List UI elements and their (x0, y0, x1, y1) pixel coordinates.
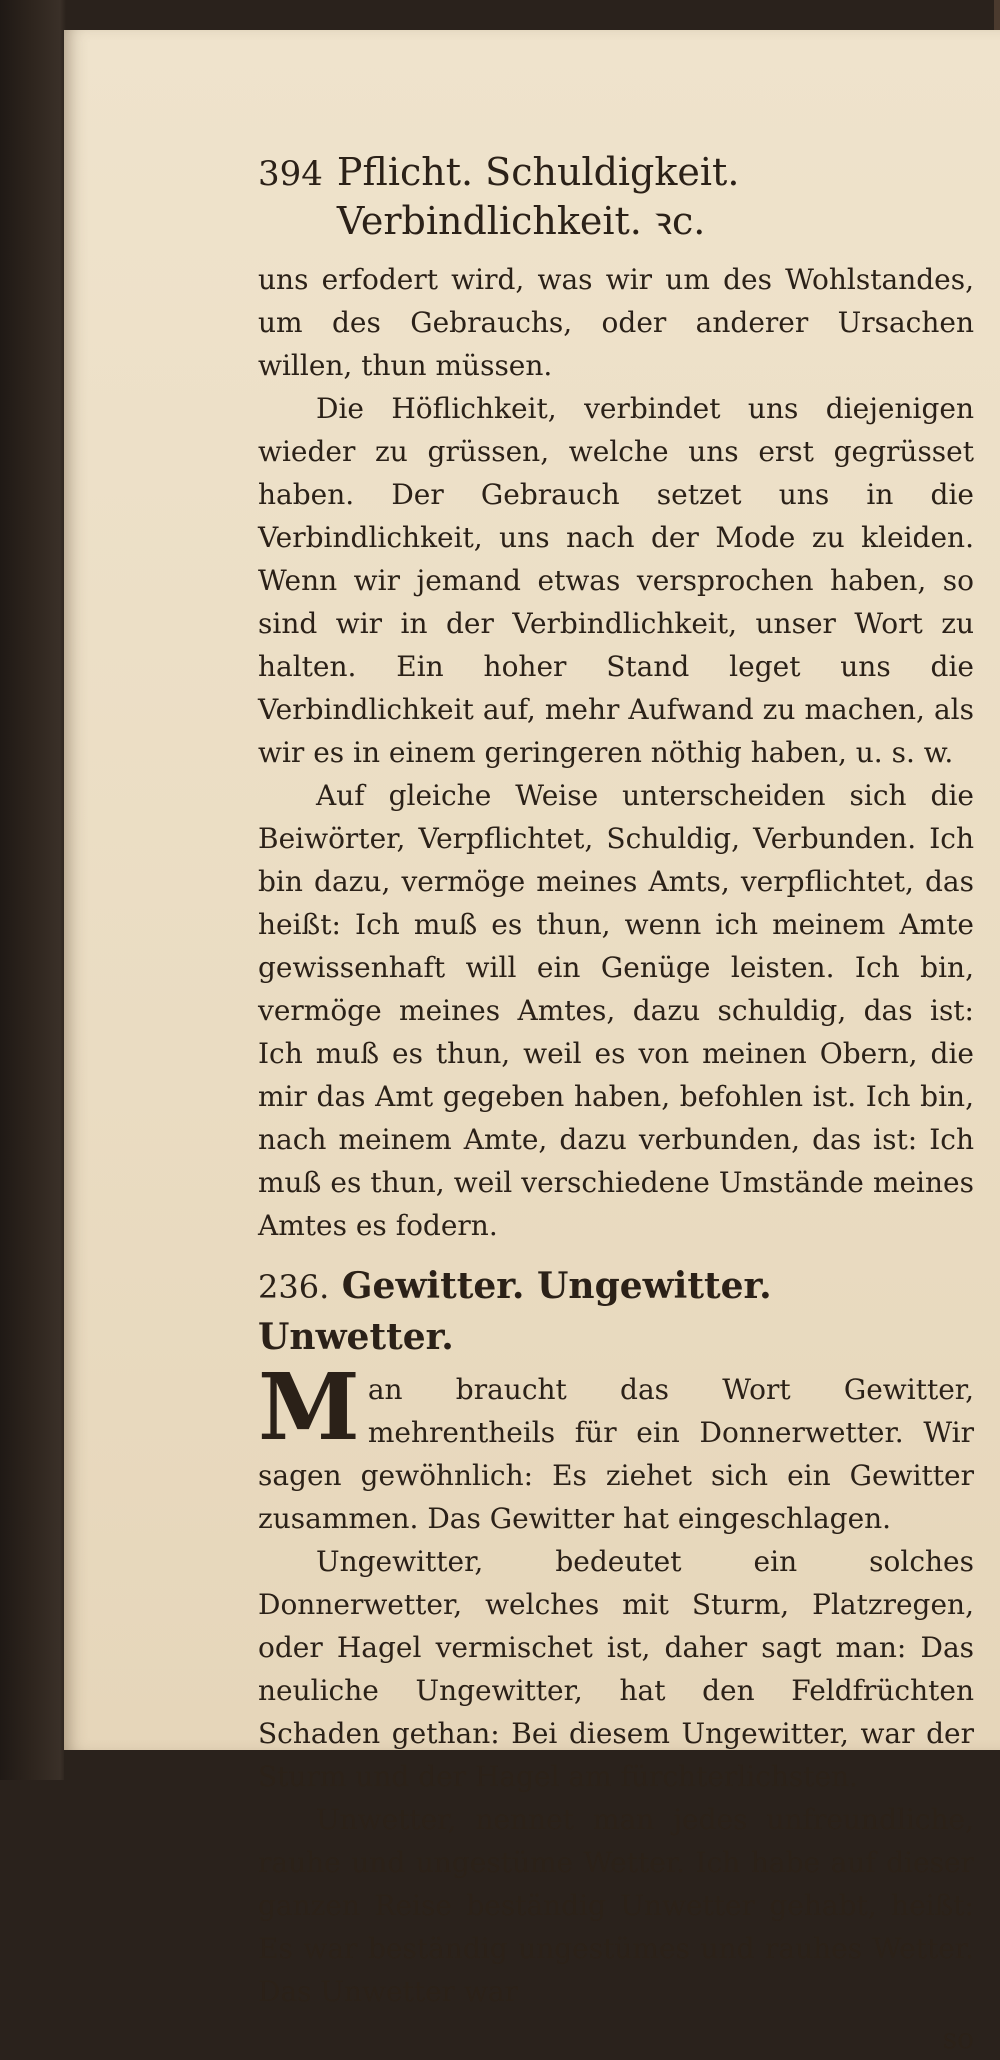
section-paragraph: Unwetter, nennet man jedes unfreundliche, rauhe und ungestüme Wetter. Ich habe auf dieser ganzen Reise beständig Unwetter gehabt, heißt: Es war beständig ungestümes und rauhes Wetter. Das Unwetter war (258, 1803, 974, 2008)
paragraph: Die Höflichkeit, verbindet uns diejenigen wieder zu grüssen, welche uns erst gegrüsset haben. Der Gebrauch setzet uns in die Verbindlichkeit, uns nach der Mode zu kleiden. Wenn wir jemand etwas versprochen haben, so sind wir in der Verbindlichkeit, unser Wort zu halten. Ein hoher Stand leget uns die Verbindlichkeit auf, mehr Aufwand zu machen, als wir es in einem geringeren nöthig haben, u. s. w. (258, 392, 974, 769)
page-number: 394 (258, 154, 323, 194)
section-number: 236. (258, 1268, 330, 1306)
page-text (258, 150, 974, 2060)
running-head (258, 150, 974, 246)
paragraph: Auf gleiche Weise unterscheiden sich die Beiwörter, Verpflichtet, Schuldig, Verbunden. Ich bin dazu, vermöge meines Amts, verpflichtet, das heißt: Ich muß es thun, wenn ich meinem Amte gewissenhaft will ein Genüge leisten. Ich bin, vermöge meines Amtes, dazu schuldig, das ist: Ich muß es thun, weil es von meinen Obern, die mir das Amt gegeben haben, befohlen ist. Ich bin, nach meinem Amte, dazu verbunden, das ist: Ich muß es thun, weil verschiedene Umstände meines Amtes es fodern. (258, 779, 974, 1242)
section-paragraph-text: an braucht das Wort Gewitter, mehrentheils für ein Donnerwetter. Wir sagen gewöhnlich: Es ziehet sich ein Gewitter zusammen. Das Gewitter hat eingeschlagen. (258, 1373, 974, 1535)
catchword: so (942, 2022, 974, 2055)
paragraph: uns erfodert wird, was wir um des Wohlstandes, um des Gebrauchs, oder anderer Ursachen willen, thun müssen. (258, 263, 974, 382)
section-paragraph (258, 1353, 974, 1540)
section-paragraph: Ungewitter, bedeutet ein solches Donnerwetter, welches mit Sturm, Platzregen, oder Hagel vermischet ist, daher sagt man: Das neuliche Ungewitter, hat den Feldfrüchten Schaden gethan: Bei diesem Ungewitter, war der Sturm und der Hagel am fürchterlichsten. (258, 1545, 974, 1793)
drop-cap: M (258, 1353, 360, 1461)
section-title: Gewitter. Ungewitter. Unwetter. (258, 1265, 772, 1358)
running-title: Pflicht. Schuldigkeit. Verbindlichkeit. ꝛc. (336, 150, 740, 243)
section-heading (258, 1261, 974, 1362)
